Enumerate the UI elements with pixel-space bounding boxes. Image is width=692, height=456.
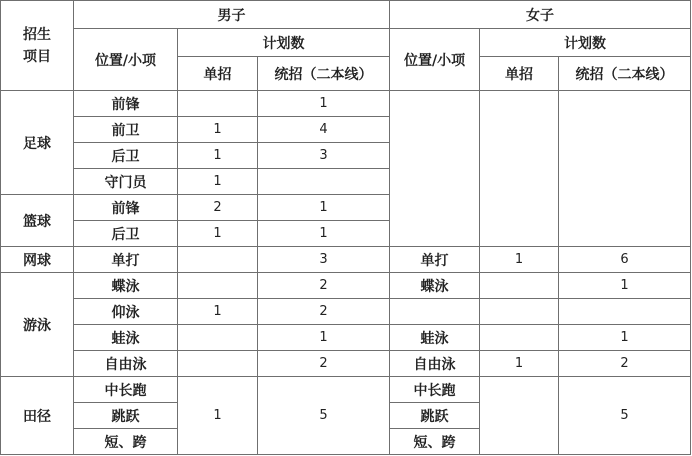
- female-single-count: 1: [480, 247, 559, 273]
- male-single-count: [178, 351, 258, 377]
- male-unified-count: [258, 169, 390, 195]
- male-single-count: 1: [178, 117, 258, 143]
- female-single-count: [480, 325, 559, 351]
- female-unified-count: 1: [559, 325, 691, 351]
- female-position: 中长跑: [390, 377, 480, 403]
- female-position: 短、跨: [390, 429, 480, 455]
- header-male-plan-count: 计划数: [178, 29, 390, 57]
- table-row: [1, 299, 691, 325]
- female-position: 跳跃: [390, 403, 480, 429]
- male-unified-count: 1: [258, 195, 390, 221]
- header-program-line1: 招生: [23, 26, 51, 43]
- female-position: [390, 299, 480, 325]
- male-unified-count: 5: [258, 377, 390, 455]
- header-program-line2: 项目: [23, 48, 51, 65]
- header-male: 男子: [74, 1, 390, 29]
- male-position: 仰泳: [74, 299, 178, 325]
- male-single-count: [178, 325, 258, 351]
- header-male-single: 单招: [178, 57, 258, 91]
- female-position: 蝶泳: [390, 273, 480, 299]
- female-position: 自由泳: [390, 351, 480, 377]
- male-unified-count: 1: [258, 221, 390, 247]
- male-position: 短、跨: [74, 429, 178, 455]
- table-row: [1, 247, 691, 273]
- male-unified-count: 2: [258, 351, 390, 377]
- sport-basketball: 篮球: [1, 195, 74, 247]
- table-row: [1, 91, 691, 117]
- female-single-count: [480, 273, 559, 299]
- female-unified-count: 2: [559, 351, 691, 377]
- header-male-position: 位置/小项: [74, 29, 178, 91]
- male-unified-count: 4: [258, 117, 390, 143]
- female-unified-count: 5: [559, 377, 691, 455]
- male-single-count: [178, 247, 258, 273]
- header-female-plan-count: 计划数: [480, 29, 691, 57]
- male-position: 前锋: [74, 91, 178, 117]
- female-single-count: [480, 377, 559, 455]
- header-female-unified: 统招（二本线）: [559, 57, 691, 91]
- male-position: 中长跑: [74, 377, 178, 403]
- table-row: [1, 377, 691, 403]
- male-position: 自由泳: [74, 351, 178, 377]
- header-male-unified: 统招（二本线）: [258, 57, 390, 91]
- female-position-empty: [390, 91, 480, 247]
- male-single-count: 1: [178, 221, 258, 247]
- header-female: 女子: [390, 1, 691, 29]
- male-position: 后卫: [74, 221, 178, 247]
- male-position: 后卫: [74, 143, 178, 169]
- header-program: [1, 1, 74, 91]
- female-unified-count: 1: [559, 273, 691, 299]
- male-position: 蛙泳: [74, 325, 178, 351]
- female-single-count: [480, 299, 559, 325]
- male-position: 前卫: [74, 117, 178, 143]
- sport-swimming: 游泳: [1, 273, 74, 377]
- male-single-count: 2: [178, 195, 258, 221]
- male-single-count: 1: [178, 299, 258, 325]
- header-female-position: 位置/小项: [390, 29, 480, 91]
- male-unified-count: 2: [258, 273, 390, 299]
- male-unified-count: 1: [258, 91, 390, 117]
- male-position: 前锋: [74, 195, 178, 221]
- female-single-empty: [480, 91, 559, 247]
- male-unified-count: 3: [258, 143, 390, 169]
- female-position: 单打: [390, 247, 480, 273]
- male-single-count: 1: [178, 377, 258, 455]
- male-unified-count: 2: [258, 299, 390, 325]
- male-single-count: 1: [178, 143, 258, 169]
- female-unified-count: 6: [559, 247, 691, 273]
- female-unified-empty: [559, 91, 691, 247]
- male-single-count: [178, 91, 258, 117]
- header-female-single: 单招: [480, 57, 559, 91]
- table-row: [1, 351, 691, 377]
- sport-athletics: 田径: [1, 377, 74, 455]
- male-unified-count: 1: [258, 325, 390, 351]
- female-single-count: 1: [480, 351, 559, 377]
- sport-football: 足球: [1, 91, 74, 195]
- table-row: [1, 273, 691, 299]
- female-position: 蛙泳: [390, 325, 480, 351]
- male-single-count: 1: [178, 169, 258, 195]
- sport-tennis: 网球: [1, 247, 74, 273]
- male-position: 蝶泳: [74, 273, 178, 299]
- male-single-count: [178, 273, 258, 299]
- male-position: 跳跃: [74, 403, 178, 429]
- male-position: 守门员: [74, 169, 178, 195]
- female-unified-count: [559, 299, 691, 325]
- male-position: 单打: [74, 247, 178, 273]
- table-row: [1, 325, 691, 351]
- male-unified-count: 3: [258, 247, 390, 273]
